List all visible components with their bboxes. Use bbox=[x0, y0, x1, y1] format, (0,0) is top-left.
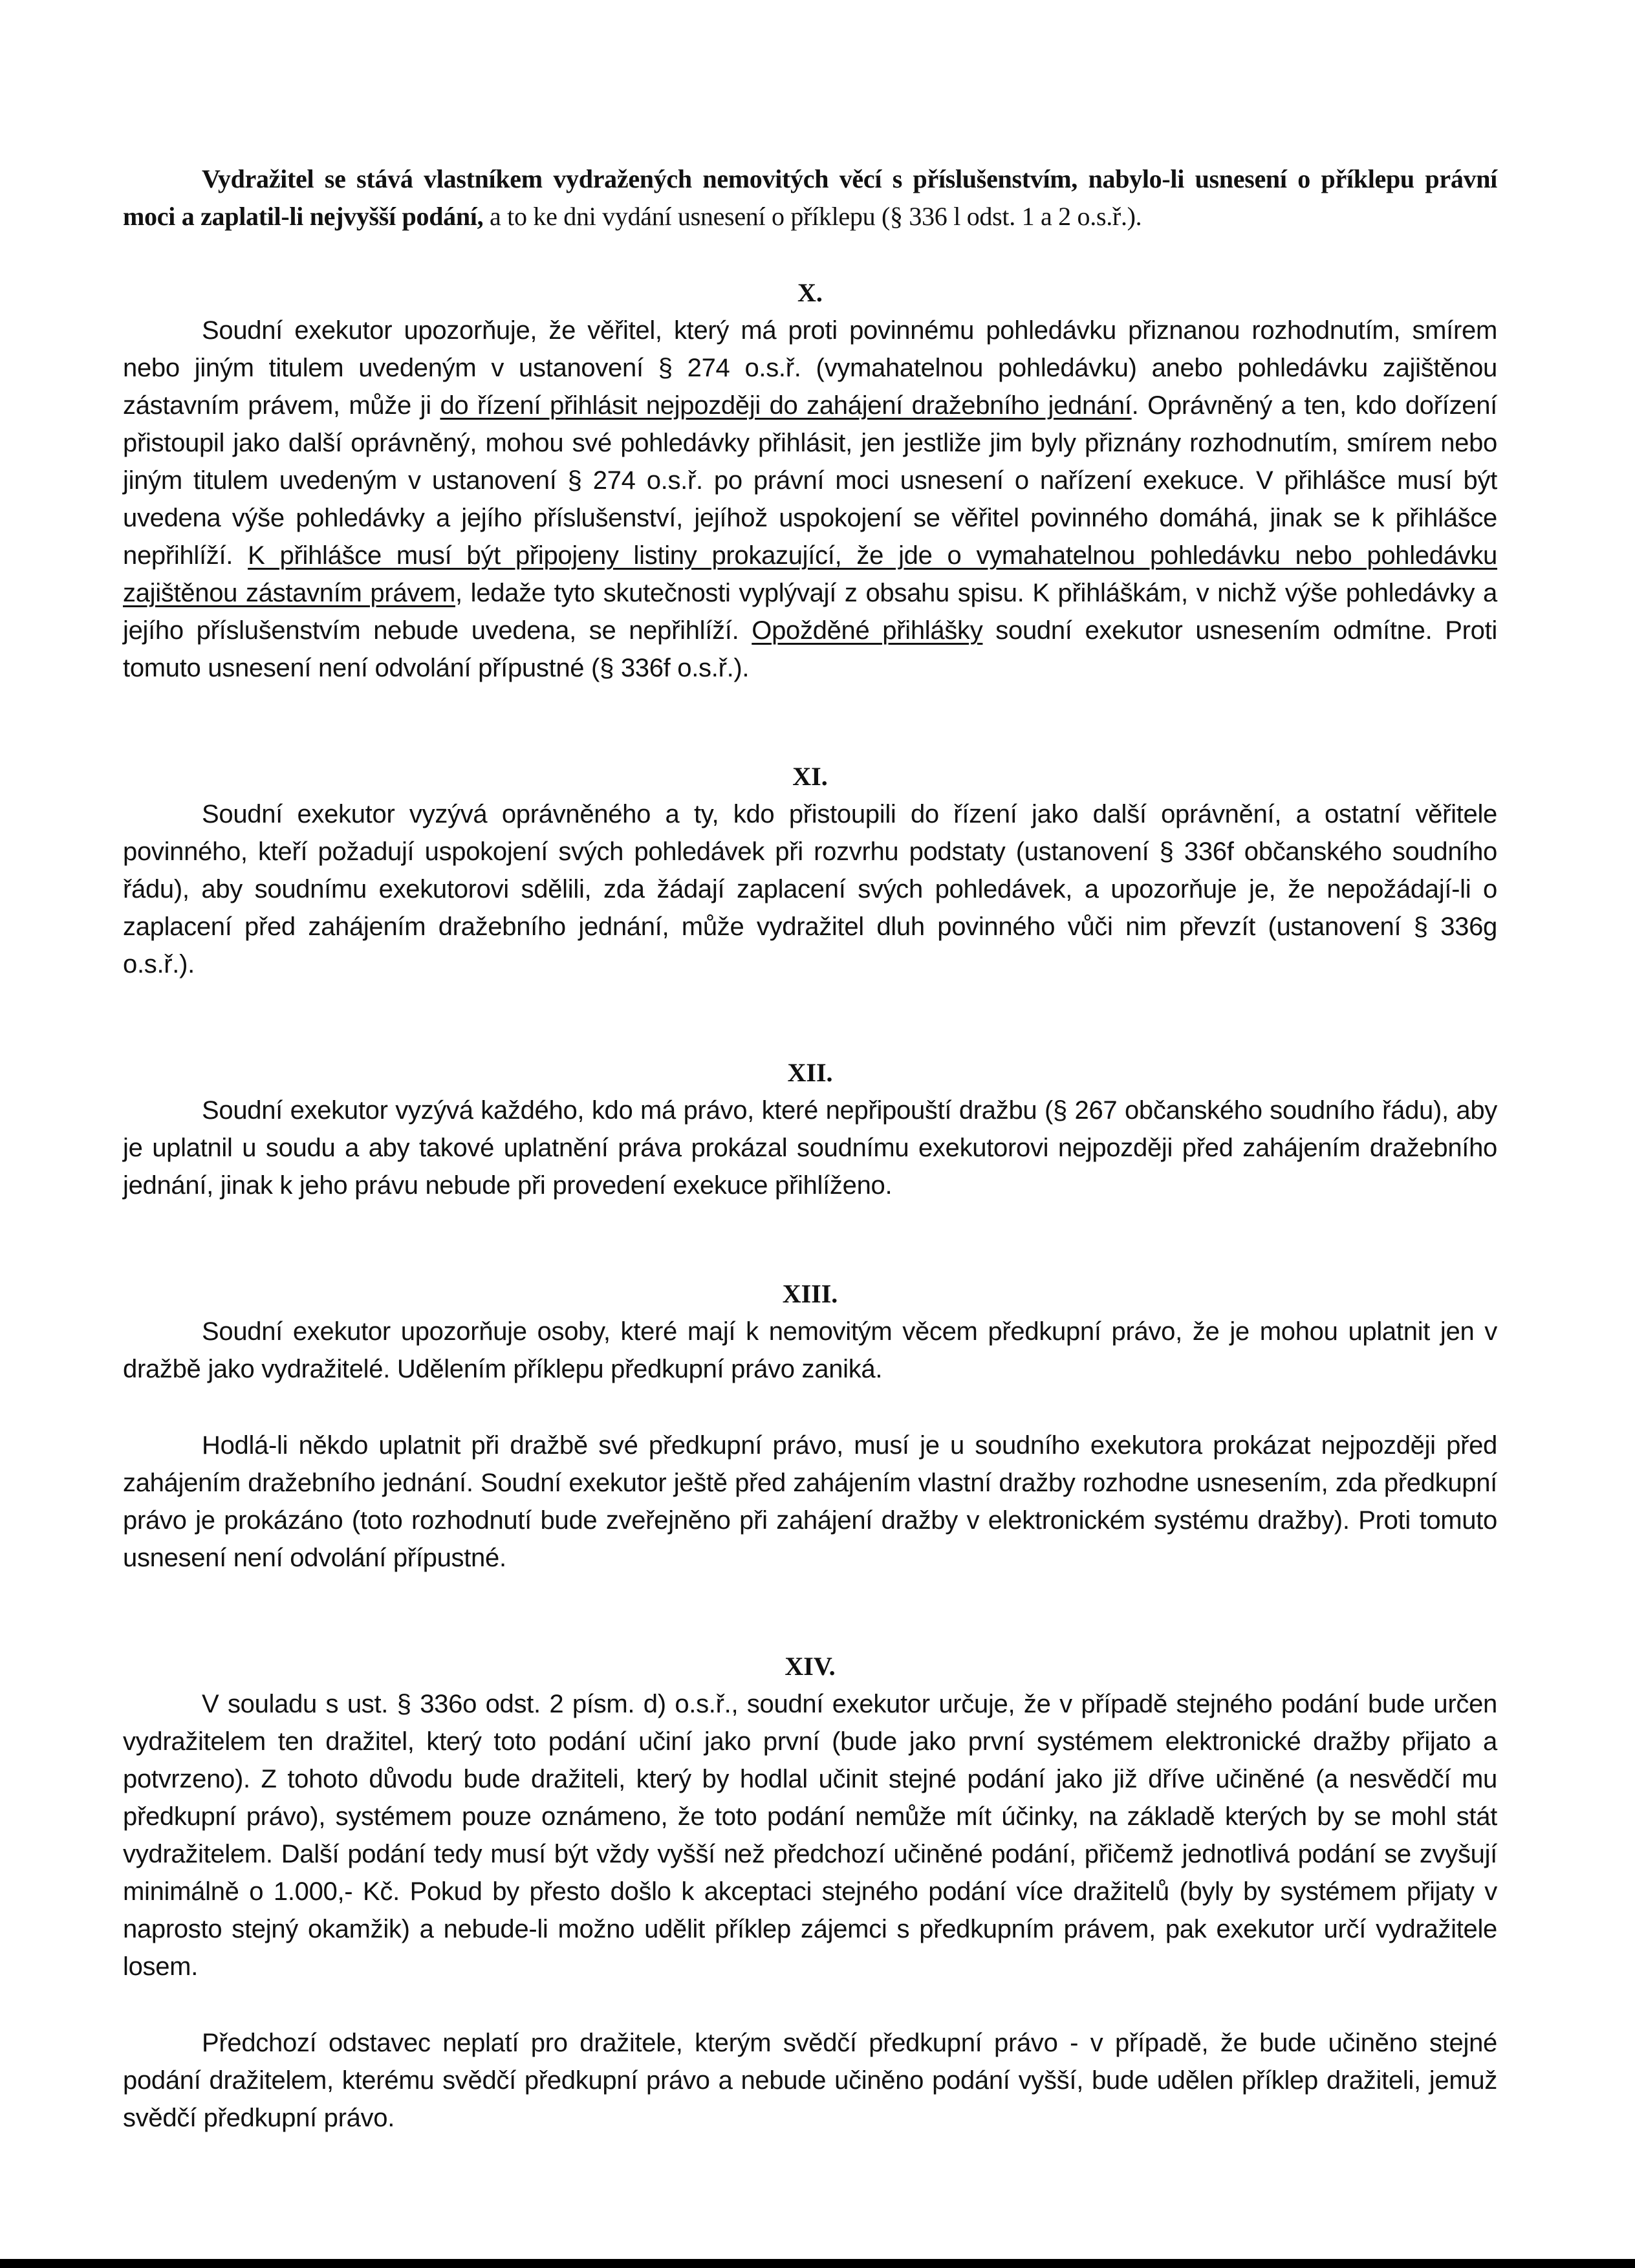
intro-bold-text: Vydražitel se stává vlastníkem vydražených nemovitých věcí s příslušenstvím, nabylo-li usnesení o příklepu právní moci a zaplatil-li nejvyšší podání, bbox=[123, 164, 1497, 231]
scan-edge-border bbox=[0, 2259, 1635, 2268]
section-x-paragraph bbox=[123, 312, 1497, 687]
document-page bbox=[123, 160, 1497, 2137]
section-heading-xi: XI. bbox=[792, 762, 828, 791]
section-heading-xii: XII. bbox=[787, 1058, 833, 1087]
section-x-underlined-2: K přihlášce musí být připojeny listiny prokazující, že jde o vymahatelnou pohledávku nebo pohledávku zajištěnou zástavním právem bbox=[123, 541, 1498, 607]
section-x-underlined-3: Opožděné přihlášky bbox=[752, 616, 983, 645]
intro-text: a to ke dni vydání usnesení o příklepu (§ 336 l odst. 1 a 2 o.s.ř.). bbox=[483, 202, 1142, 231]
section-heading-xiii: XIII. bbox=[782, 1279, 838, 1308]
section-x-underlined-1: do řízení přihlásit nejpozději do zahájení dražebního jednání bbox=[440, 391, 1132, 420]
section-heading-xiv: XIV. bbox=[785, 1652, 836, 1681]
section-xiv-paragraph-1: V souladu s ust. § 336o odst. 2 písm. d) o.s.ř., soudní exekutor určuje, že v případě stejného podání bude určen vydražitelem ten dražitel, který toto podání učiní jako první (bude jako první systémem elektronické dražby přijato a potvrzeno). Z tohoto důvodu bude dražiteli, který by hodlal učinit stejné podání jako již dříve učiněné (a nesvědčí mu předkupní právo), systémem pouze oznámeno, že toto podání nemůže mít účinky, na základě kterých by se mohl stát vydražitelem. Další podání tedy musí být vždy vyšší než předchozí učiněné podání, přičemž jednotlivá podání se zvyšují minimálně o 1.000,- Kč. Pokud by přesto došlo k akceptaci stejného podání více dražitelů (byly by systémem přijaty v naprosto stejný okamžik) a nebude-li možno udělit příklep zájemci s předkupním právem, pak exekutor určí vydražitele losem. bbox=[123, 1690, 1497, 1981]
intro-paragraph bbox=[123, 160, 1497, 235]
section-xiii-paragraph-2: Hodlá-li někdo uplatnit při dražbě své předkupní právo, musí je u soudního exekutora prokázat nejpozději před zahájením dražebního jednání. Soudní exekutor ještě před zahájením vlastní dražby rozhodne usnesením, zda předkupní právo je prokázáno (toto rozhodnutí bude zveřejněno při zahájení dražby v elektronickém systému dražby). Proti tomuto usnesení není odvolání přípustné. bbox=[123, 1431, 1497, 1572]
section-heading-x: X. bbox=[797, 278, 823, 307]
section-x-text-1: Soudní exekutor upozorňuje, že věřitel, který má proti povinnému pohledávku přiznanou rozhodnutím, smírem nebo jiným titulem uvedeným v ustanovení § 274 o.s.ř. (vymahatelnou pohledávku) anebo pohledávku zajištěnou zástavním právem, může ji bbox=[123, 316, 1497, 420]
section-x-text-2: . Oprávněný a ten, kdo dořízení přistoupil jako další oprávněný, mohou své pohledávky přihlásit, jen jestliže jim byly přiznány rozhodnutím, smírem nebo jiným titulem uvedeným v ustanovení § 274 o.s.ř. po právní moci usnesení o nařízení exekuce. V přihlášce musí být uvedena výše pohledávky a jejího příslušenství, jejíhož uspokojení se věřitel povinného domáhá, jinak se k přihlášce nepřihlíží. bbox=[123, 391, 1497, 570]
section-xi-paragraph: Soudní exekutor vyzývá oprávněného a ty, kdo přistoupili do řízení jako další oprávnění, a ostatní věřitele povinného, kteří požadují uspokojení svých pohledávek při rozvrhu podstaty (ustanovení § 336f občanského soudního řádu), aby soudnímu exekutorovi sdělili, zda žádají zaplacení svých pohledávek, a upozorňuje je, že nepožádají-li o zaplacení před zahájením dražebního jednání, může vydražitel dluh povinného vůči nim převzít (ustanovení § 336g o.s.ř.). bbox=[123, 800, 1497, 978]
section-x-text-3: , ledaže tyto skutečnosti vyplývají z obsahu spisu. K přihláškám, v nichž výše pohledávky a jejího příslušenstvím nebude uvedena, se nepřihlíží. bbox=[123, 579, 1497, 645]
section-xii-paragraph: Soudní exekutor vyzývá každého, kdo má právo, které nepřipouští dražbu (§ 267 občanského soudního řádu), aby je uplatnil u soudu a aby takové uplatnění práva prokázal soudnímu exekutorovi nejpozději před zahájením dražebního jednání, jinak k jeho právu nebude při provedení exekuce přihlíženo. bbox=[123, 1096, 1497, 1200]
section-xiv-paragraph-2: Předchozí odstavec neplatí pro dražitele, kterým svědčí předkupní právo - v případě, že bude učiněno stejné podání dražitelem, kterému svědčí předkupní právo a nebude učiněno podání vyšší, bude udělen příklep dražiteli, jemuž svědčí předkupní právo. bbox=[123, 2029, 1497, 2132]
section-x-text-4: soudní exekutor usnesením odmítne. Proti tomuto usnesení není odvolání přípustné (§ 336f o.s.ř.). bbox=[123, 616, 1497, 682]
section-xiii-paragraph-1: Soudní exekutor upozorňuje osoby, které mají k nemovitým věcem předkupní právo, že je mohou uplatnit jen v dražbě jako vydražitelé. Udělením příklepu předkupní právo zaniká. bbox=[123, 1317, 1497, 1383]
